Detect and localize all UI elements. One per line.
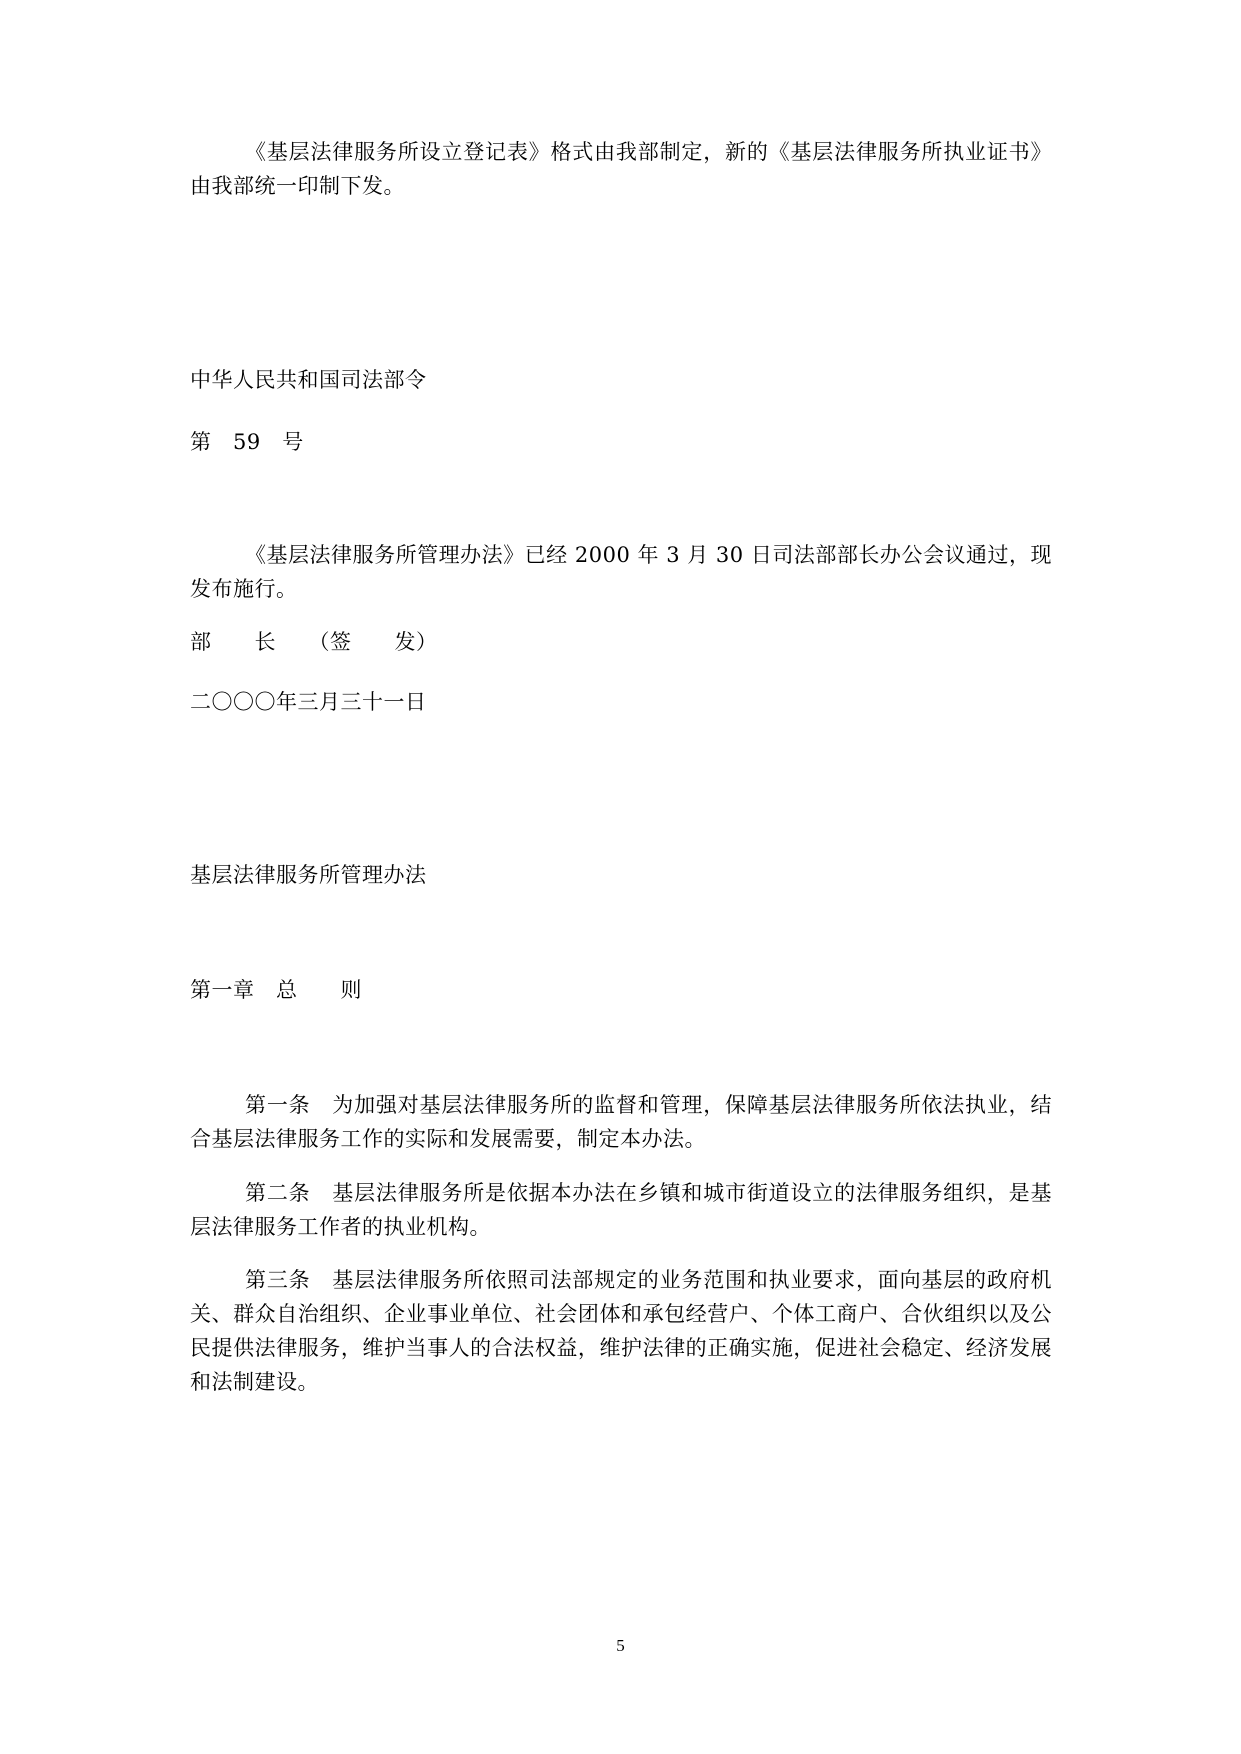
chapter-heading: 第一章 总 则	[190, 978, 362, 1002]
article-3: 第三条 基层法律服务所依照司法部规定的业务范围和执业要求，面向基层的政府机关、群众自治组织、企业事业单位、社会团体和承包经营户、个体工商户、合伙组织以及公民提供法律服务，维护当事人的合法权益，维护法律的正确实施，促进社会稳定、经济发展和法制建设。	[190, 1268, 1052, 1394]
date-line: 二〇〇〇年三月三十一日	[190, 690, 427, 714]
article-1: 第一条 为加强对基层法律服务所的监督和管理，保障基层法律服务所依法执业，结合基层法律服务工作的实际和发展需要，制定本办法。	[190, 1093, 1052, 1151]
decree-paragraph: 《基层法律服务所管理办法》已经 2000 年 3 月 30 日司法部部长办公会议通过，现发布施行。	[190, 543, 1052, 601]
decree-header: 中华人民共和国司法部令	[190, 368, 427, 392]
article-2: 第二条 基层法律服务所是依据本办法在乡镇和城市街道设立的法律服务组织，是基层法律服务工作者的执业机构。	[190, 1181, 1052, 1239]
page-number: 5	[616, 1636, 625, 1655]
signature-line: 部 长 （签 发）	[190, 630, 438, 654]
decree-number: 第 59 号	[190, 430, 304, 454]
regulation-title: 基层法律服务所管理办法	[190, 863, 427, 887]
intro-paragraph: 《基层法律服务所设立登记表》格式由我部制定，新的《基层法律服务所执业证书》由我部统一印制下发。	[190, 140, 1052, 198]
